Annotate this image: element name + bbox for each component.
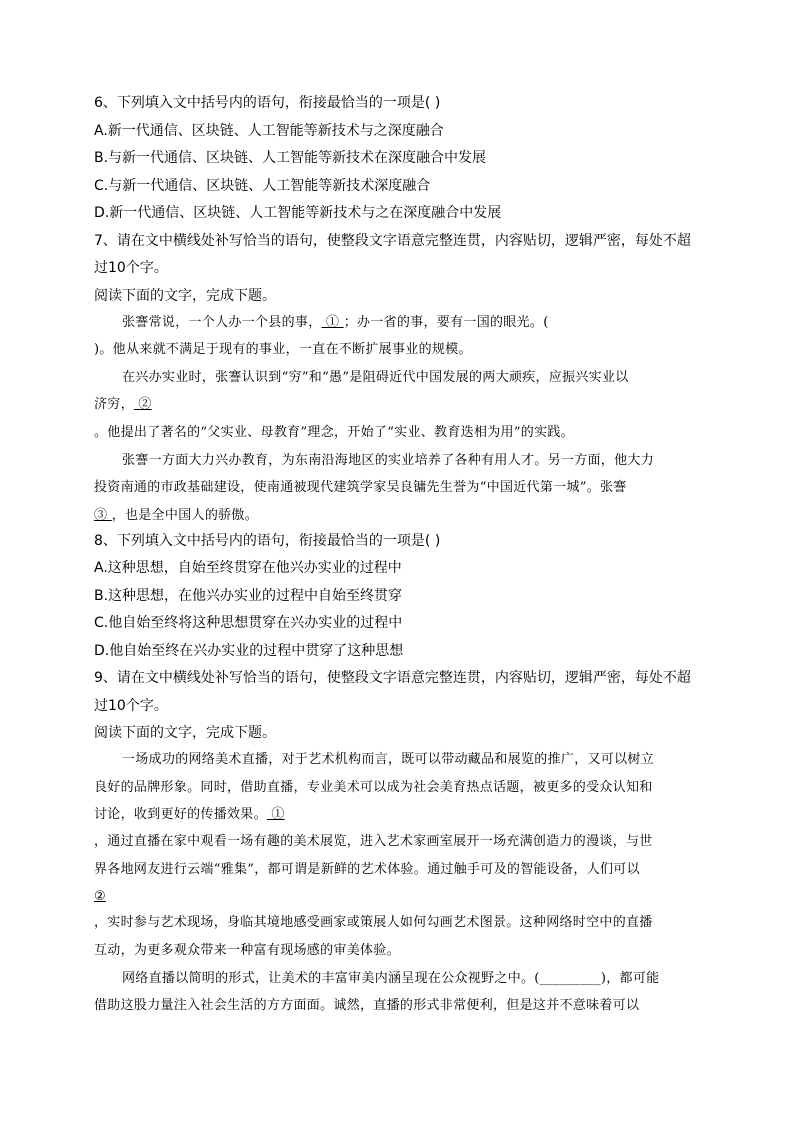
passage-text: )，都可能 [600,971,660,986]
passage3-line: 借助这股力量注入社会生活的方方面面。诚然，直播的形式非常便利，但是这并不意味着可以 [94,998,640,1013]
q8-option-a: A.这种思想，自始至终贯穿在他兴办实业的过程中 [94,560,402,576]
passage3-line: ，实时参与艺术现场，身临其境地感受画家或策展人如何勾画艺术图景。这种网络时空中的直播 [94,915,653,930]
answer-blank-1: ① [321,315,344,330]
passage-text: ，也是全中国人的骄傲。 [111,508,259,523]
passage-text: ；办一省的事，要有一国的眼光。( [343,315,549,330]
q8-option-c: C.他自始至终将这种思想贯穿在兴办实业的过程中 [94,615,403,631]
answer-blank-2: ② [94,889,106,904]
passage-text: 济穷， [94,397,134,412]
passage2-intro: 阅读下面的文字，完成下题。 [94,288,276,304]
q6-option-b: B.与新一代通信、区块链、人工智能等新技术在深度融合中发展 [94,150,487,166]
passage2-line [94,507,258,525]
q6-option-c: C.与新一代通信、区块链、人工智能等新技术深度融合 [94,178,431,194]
passage2-line: 投资南通的市政基础建设，使南通被现代建筑学家吴良镛先生誉为“中国近代第一城”。张謇 [94,480,627,495]
passage2-line: 张謇一方面大力兴办教育，为东南沿海地区的实业培养了各种有用人才。另一方面，他大力 [122,453,655,468]
q8-stem: 8、下列填入文中括号内的语句，衔接最恰当的一项是( ) [94,533,441,549]
q6-option-d: D.新一代通信、区块链、人工智能等新技术与之在深度融合中发展 [94,205,502,221]
answer-paren-blank: _________ [539,971,601,986]
passage3-line: 一场成功的网络美术直播，对于艺术机构而言，既可以带动藏品和展览的推广，又可以树立 [122,752,655,767]
q7-stem-line2: 过10个字。 [94,260,168,276]
answer-blank-2: ② [133,397,152,412]
answer-blank-3: ③ [94,508,112,523]
passage2-line: 在兴办实业时，张謇认识到“穷”和“愚”是阻碍近代中国发展的两大顽疾，应振兴实业以 [122,370,629,385]
passage2-line [94,396,152,414]
q6-stem: 6、下列填入文中括号内的语句，衔接最恰当的一项是( ) [94,95,441,111]
q8-option-d: D.他自始至终在兴办实业的过程中贯穿了这种思想 [94,643,404,659]
passage3-line: 界各地网友进行云端“雅集”，都可谓是新鲜的艺术体验。通过触手可及的智能设备，人们可以 [94,862,640,877]
passage-text: 网络直播以简明的形式，让美术的丰富审美内涵呈现在公众视野之中。( [122,971,540,986]
passage2-line: 。他提出了著名的“父实业、母教育”理念，开始了“实业、教育迭相为用”的实践。 [94,425,574,440]
answer-blank-1: ① [266,807,285,822]
passage3-line: 良好的品牌形象。同时，借助直播，专业美术可以成为社会美育热点话题，被更多的受众认知和 [94,780,653,795]
passage3-line: 互动，为更多观众带来一种富有现场感的审美体验。 [94,943,400,958]
q8-option-b: B.这种思想，在他兴办实业的过程中自始至终贯穿 [94,588,403,604]
passage3-line [94,888,106,906]
passage3-intro: 阅读下面的文字，完成下题。 [94,725,276,741]
passage3-line: ，通过直播在家中观看一场有趣的美术展览，进入艺术家画室展开一场充满创造力的漫谈，与世 [94,834,653,849]
passage2-line: )。他从来就不满足于现有的事业，一直在不断扩展事业的规模。 [94,342,472,357]
passage-text: 讨论，收到更好的传播效果。 [94,807,267,822]
passage2-line [122,314,549,332]
passage3-line [122,970,659,988]
passage-text: 张謇常说，一个人办一个县的事， [122,315,322,330]
passage3-line [94,806,285,824]
q6-option-a: A.新一代通信、区块链、人工智能等新技术与之深度融合 [94,123,444,139]
q9-stem-line1: 9、请在文中横线处补写恰当的语句，使整段文字语意完整连贯，内容贴切，逻辑严密，每处不超 [94,670,691,686]
q7-stem-line1: 7、请在文中横线处补写恰当的语句，使整段文字语意完整连贯，内容贴切，逻辑严密，每处不超 [94,233,691,249]
q9-stem-line2: 过10个字。 [94,698,168,714]
